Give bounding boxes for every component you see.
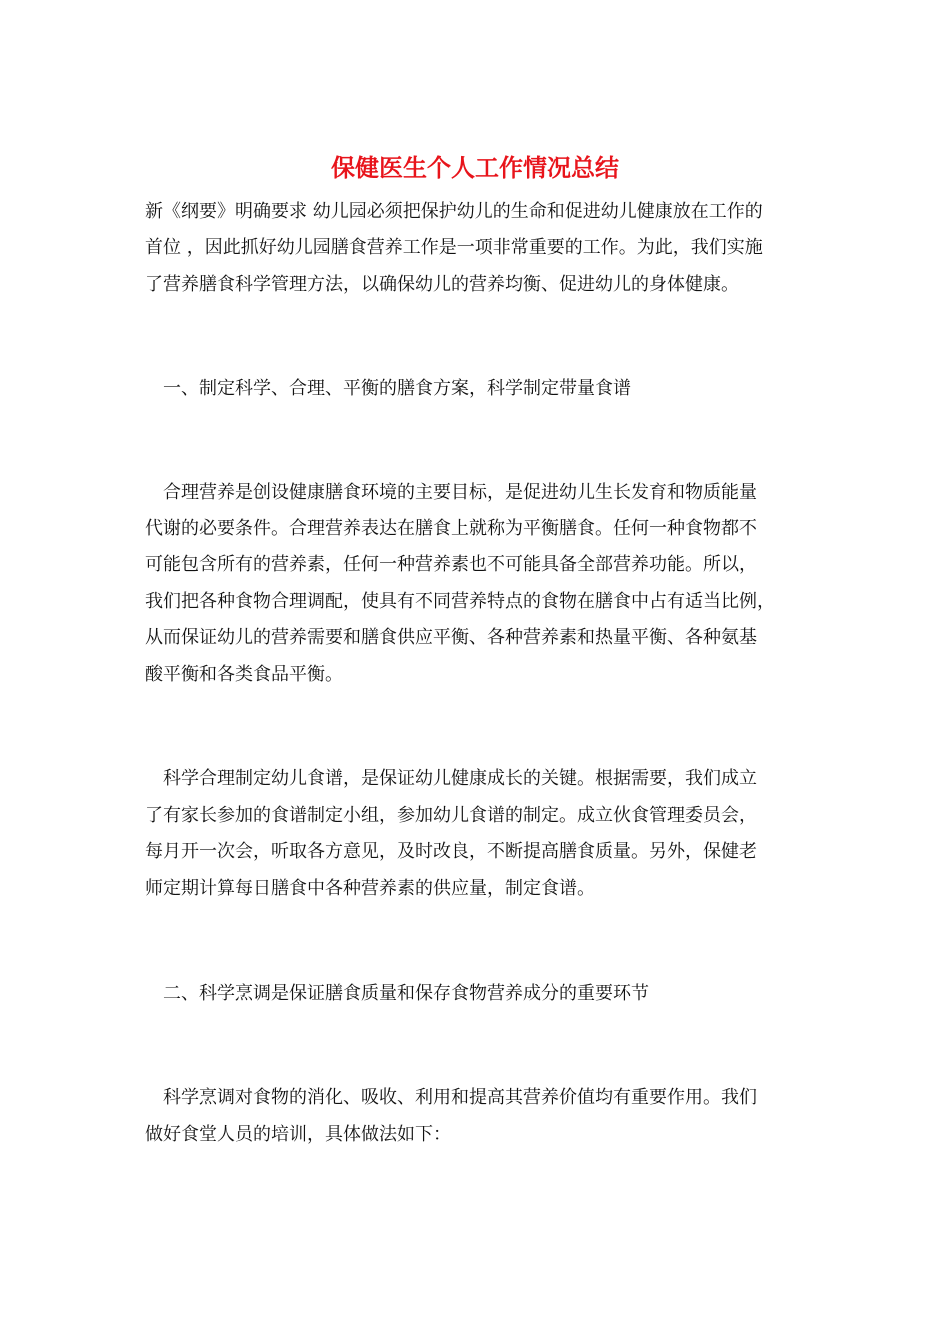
paragraph-line: 师定期计算每日膳食中各种营养素的供应量，制定食谱。 [145,878,595,899]
paragraph-line: 每月开一次会，听取各方意见，及时改良，不断提高膳食质量。另外，保健老 [145,841,757,862]
paragraph-line: 科学合理制定幼儿食谱，是保证幼儿健康成长的关键。根据需要，我们成立 [163,768,757,789]
paragraph-line: 合理营养是创设健康膳食环境的主要目标，是促进幼儿生长发育和物质能量 [163,482,757,503]
paragraph-line: 我们把各种食物合理调配，使具有不同营养特点的食物在膳食中占有适当比例， [145,591,775,612]
paragraph-line: 酸平衡和各类食品平衡。 [145,664,343,685]
section-heading-1: 一、制定科学、合理、平衡的膳食方案，科学制定带量食谱 [163,378,631,399]
paragraph-line: 可能包含所有的营养素，任何一种营养素也不可能具备全部营养功能。所以， [145,554,757,575]
section-heading-2: 二、科学烹调是保证膳食质量和保存食物营养成分的重要环节 [163,983,649,1004]
paragraph-line: 了有家长参加的食谱制定小组，参加幼儿食谱的制定。成立伙食管理委员会， [145,805,757,826]
intro-line: 首位 ，因此抓好幼儿园膳食营养工作是一项非常重要的工作。为此，我们实施 [145,237,763,258]
intro-line: 新《纲要》明确要求 幼儿园必须把保护幼儿的生命和促进幼儿健康放在工作的 [145,201,763,222]
paragraph-line: 科学烹调对食物的消化、吸收、利用和提高其营养价值均有重要作用。我们 [163,1087,757,1108]
document-title: 保健医生个人工作情况总结 [331,153,619,182]
intro-line: 了营养膳食科学管理方法，以确保幼儿的营养均衡、促进幼儿的身体健康。 [145,274,739,295]
paragraph-line: 代谢的必要条件。合理营养表达在膳食上就称为平衡膳食。任何一种食物都不 [145,518,757,539]
paragraph-line: 从而保证幼儿的营养需要和膳食供应平衡、各种营养素和热量平衡、各种氨基 [145,627,757,648]
paragraph-line: 做好食堂人员的培训，具体做法如下： [145,1124,451,1145]
